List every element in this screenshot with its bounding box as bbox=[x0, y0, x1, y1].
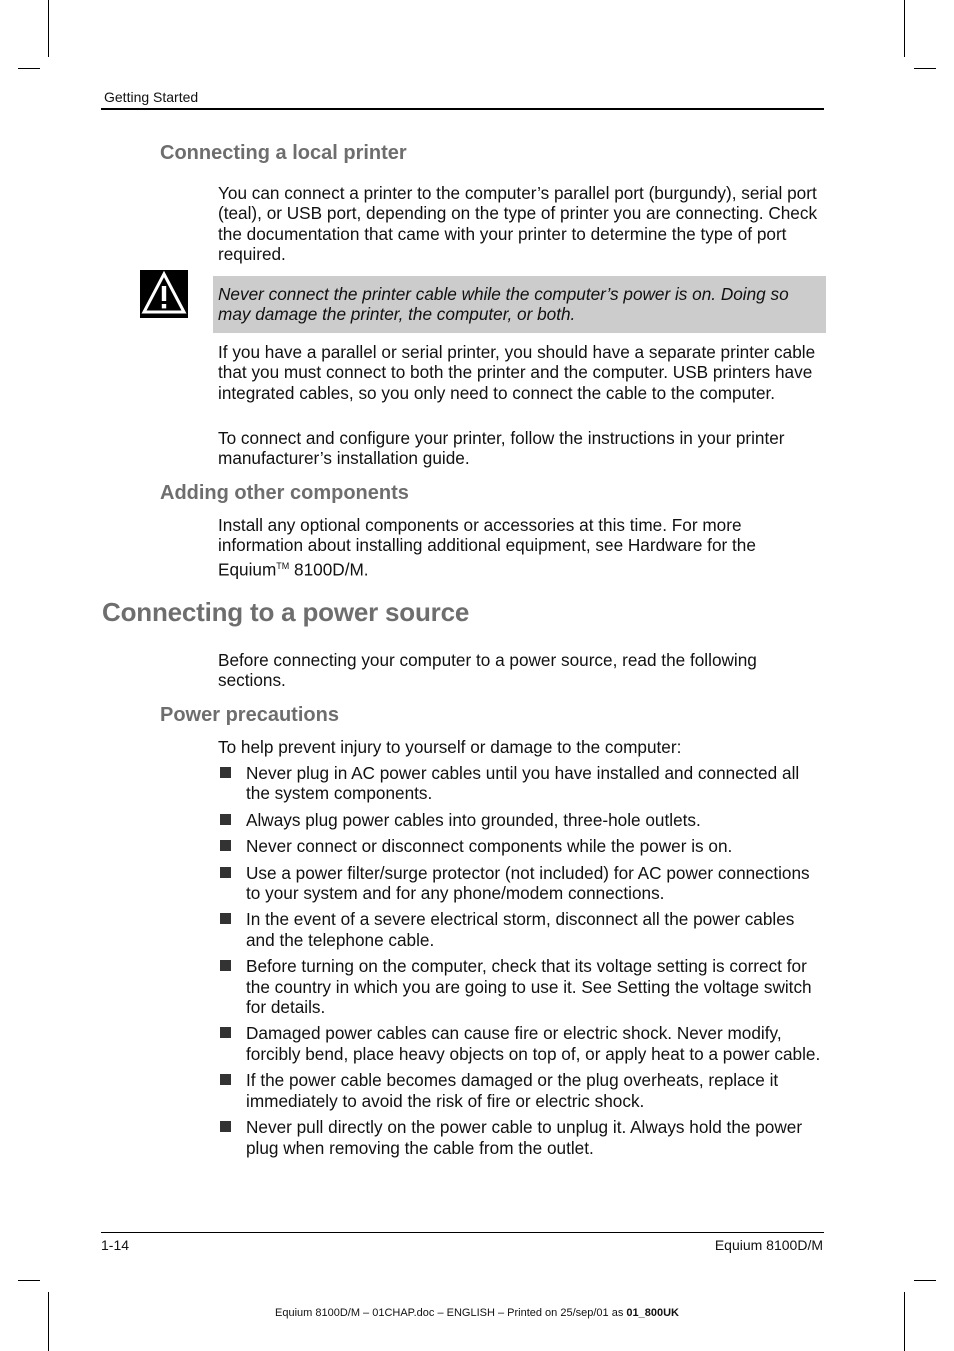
print-code: 01_800UK bbox=[626, 1307, 679, 1319]
power-intro: Before connecting your computer to a power source, read the following sections. bbox=[218, 650, 757, 691]
bullet-square-icon bbox=[220, 840, 231, 851]
print-info-line bbox=[0, 1307, 954, 1319]
bullet-square-icon bbox=[220, 867, 231, 878]
bullet-square-icon bbox=[220, 913, 231, 924]
list-item: Damaged power cables can cause fire or electric shock. Never modify, forcibly bend, place heavy objects on top of, or apply heat to a power cable. bbox=[218, 1023, 824, 1064]
crop-mark bbox=[18, 68, 40, 69]
components-text bbox=[218, 515, 824, 580]
list-item: Use a power filter/surge protector (not included) for AC power connections to your system and for any phone/modem connections. bbox=[218, 863, 824, 904]
section-heading-components: Adding other components bbox=[160, 482, 409, 504]
chapter-heading-power: Connecting to a power source bbox=[102, 597, 470, 627]
list-item: Never pull directly on the power cable to unplug it. Always hold the power plug when removing the cable from the outlet. bbox=[218, 1117, 824, 1158]
bullet-square-icon bbox=[220, 1027, 231, 1038]
printer-para-cables: If you have a parallel or serial printer, you should have a separate printer cable that you must connect to both the printer and the computer. USB printers have integrated cables, so you only need to connect the cable to the computer. bbox=[218, 342, 816, 403]
list-item: In the event of a severe electrical storm, disconnect all the power cables and the telephone cable. bbox=[218, 909, 824, 950]
crop-mark bbox=[914, 68, 936, 69]
components-text-main: Install any optional components or accessories at this time. For more information about installing additional equipment, see Hardware for the Equium bbox=[218, 515, 756, 580]
print-info: Equium 8100D/M – 01CHAP.doc – ENGLISH – Printed on 25/sep/01 as bbox=[275, 1307, 627, 1319]
crop-mark bbox=[904, 0, 905, 57]
warning-icon bbox=[140, 270, 188, 318]
list-item: Never plug in AC power cables until you have installed and connected all the system components. bbox=[218, 763, 824, 804]
warning-text: Never connect the printer cable while the computer’s power is on. Doing so may damage the printer, the computer, or both. bbox=[218, 284, 789, 325]
bullet-square-icon bbox=[220, 767, 231, 778]
warning-box bbox=[213, 276, 826, 333]
crop-mark bbox=[18, 1280, 40, 1281]
page-number: 1-14 bbox=[101, 1237, 130, 1253]
running-header: Getting Started bbox=[104, 89, 199, 105]
section-heading-printer: Connecting a local printer bbox=[160, 142, 407, 164]
footer-rule bbox=[101, 1232, 824, 1233]
list-item: If the power cable becomes damaged or the plug overheats, replace it immediately to avoid the risk of fire or electric shock. bbox=[218, 1070, 824, 1111]
header-rule bbox=[101, 108, 824, 110]
list-item: Never connect or disconnect components while the power is on. bbox=[218, 836, 824, 856]
crop-mark bbox=[914, 1280, 936, 1281]
crop-mark bbox=[904, 1292, 905, 1351]
trademark-mark: TM bbox=[276, 560, 290, 571]
components-text-model: 8100D/M. bbox=[289, 559, 369, 580]
precautions-list bbox=[218, 763, 824, 1164]
footer-product: Equium 8100D/M bbox=[714, 1237, 823, 1253]
bullet-square-icon bbox=[220, 814, 231, 825]
bullet-square-icon bbox=[220, 960, 231, 971]
crop-mark bbox=[48, 0, 49, 57]
precautions-lead: To help prevent injury to yourself or damage to the computer: bbox=[218, 737, 682, 757]
section-heading-precautions: Power precautions bbox=[160, 704, 339, 726]
crop-mark bbox=[48, 1292, 49, 1351]
list-item: Before turning on the computer, check that its voltage setting is correct for the country in which you are going to use it. See Setting the voltage switch for details. bbox=[218, 956, 824, 1017]
printer-para-configure: To connect and configure your printer, follow the instructions in your printer manufacturer’s installation guide. bbox=[218, 428, 785, 469]
bullet-square-icon bbox=[220, 1121, 231, 1132]
printer-intro: You can connect a printer to the computer’s parallel port (burgundy), serial port (teal), or USB port, depending on the type of printer you are connecting. Check the documentation that came with your printer to determine the type of port required. bbox=[218, 183, 818, 265]
list-item: Always plug power cables into grounded, three-hole outlets. bbox=[218, 810, 824, 830]
bullet-square-icon bbox=[220, 1074, 231, 1085]
